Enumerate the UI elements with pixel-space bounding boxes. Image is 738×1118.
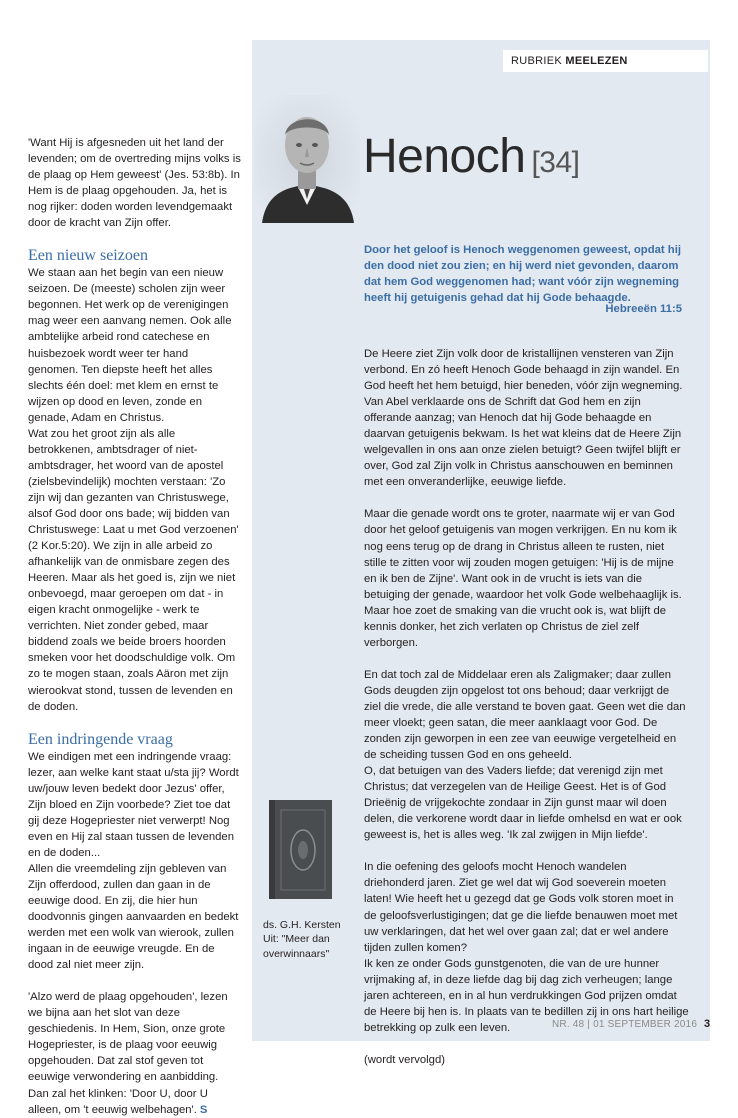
section-heading-new-season: Een nieuw seizoen bbox=[28, 247, 148, 265]
page-number: 3 bbox=[704, 1018, 711, 1030]
body-paragraph: Allen die vreemdeling zijn gebleven van Zijn offerdood, zullen dan gaan in de eeuwige dood. En zij, die hier hun doodvonnis gingen aanvaarden en bedekt werden met een wolk van wierook, zullen ingaan in de eeuwige vreugde. En de dood zal niet meer zijn. bbox=[28, 862, 239, 972]
portrait-photo bbox=[254, 95, 360, 223]
rubric-name: MEELEZEN bbox=[565, 55, 628, 67]
rubric-header bbox=[503, 50, 708, 72]
body-paragraph: Wat zou het groot zijn als alle betrokkenen, ambtsdrager of niet-ambtsdrager, het woord van de apostel (zielsbevindelijk) mochten verstaan: 'Zo zijn wij dan gezanten van Christuswege, alsof God door ons bade; wij bidden van Christuswege: Laat u met God verzoenen' (2 Kor.5:20). We zijn in alle arbeid zo afhankelijk van de onmisbare zegen des Heeren. Maar als het goed is, zijn we niet onbevoegd, maar geroepen om dat - in eigen kracht onmogelijke - werk te verrichten. Niet zonder gebed, maar biddend zoals we beide broers hoorden smeken voor het doodschuldige volk. Om zo te mogen staan, zoals Aäron met zijn wierookvat stond, tussen de levenden en de doden. bbox=[28, 427, 239, 713]
section-heading-question: Een indringende vraag bbox=[28, 730, 173, 748]
caption-author: ds. G.H. Kersten bbox=[263, 919, 341, 931]
body-paragraph: Maar die genade wordt ons te groter, naarmate wij er van God door het geloof getuigenis van mogen verkrijgen. En nu kom ik nog eens terug op de drang in Christus alleen te rusten, niet stille te zitten voor wij zouden mogen getuigen: 'Hij is de mijne en ik ben de Zijne'. Want ook in de vrucht is iets van die betuiging der genade, waardoor het volk Gode welbehaaglijk is. Maar hoe zoet de smaking van die vrucht ook is, wat blijft de kennis donker, het zich verlaten op Christus de ziel zelf verborgen. bbox=[364, 508, 682, 649]
closing-text: 'Alzo werd de plaag opgehouden', lezen we bijna aan het slot van deze geschiedenis. In Hem, Sion, onze grote Hogepriester, is de plaag voor eeuwig opgehouden. Dat zal stof geven tot eeuwige verwondering en aanbidding. Dan zal het klinken: 'Door U, door U alleen, om 't eeuwig welbehagen'. bbox=[28, 991, 228, 1116]
body-paragraph: Van Abel verklaarde ons de Schrift dat God hem en zijn offerande aanzag; van Henoch dat hij Gode behaagde en daarvan getuigenis bekwam. Is het wat kleins dat de Heere Zijn welgevallen in ons aan onze zielen betuigt? Geen twijfel blijft er over, God zal Zijn volk in Christus aanschouwen en beminnen met een onveranderlijke, eeuwige liefde. bbox=[364, 396, 682, 489]
continued-note: (wordt vervolgd) bbox=[364, 1053, 445, 1066]
book-cover bbox=[269, 800, 332, 899]
image-caption bbox=[263, 918, 353, 961]
closing-paragraph bbox=[28, 989, 241, 1117]
body-paragraph: We eindigen met een indringende vraag: lezer, aan welke kant staat u/sta jij? Wordt uw/jouw leven bedekt door Jezus' offer, Zijn bloed en Zijn voorbede? Ziet toe dat gij deze Hogepriester niet verwerpt! Nog even en Hij zal staan tussen de levenden en de doden... bbox=[28, 750, 239, 859]
scripture-reference: Hebreeën 11:5 bbox=[605, 303, 682, 315]
left-column-body bbox=[28, 135, 241, 1118]
body-paragraph: En dat toch zal de Middelaar eren als Zaligmaker; daar zullen Gods deugden zijn opgelost tot ons behoud; daar verkrijgt de ziel die vrede, die alle verstand te boven gaat. Geen wet die dan meer vloekt; geen satan, die meer aanklaagt voor God. De zonden zijn geworpen in een zee van eeuwige vergetelheid en de scheiding tussen God en ons geheeld. bbox=[364, 668, 686, 762]
article-title bbox=[363, 127, 580, 193]
body-paragraph: O, dat betuigen van des Vaders liefde; dat verenigd zijn met Christus; dat verzegelen van de Heilige Geest. Het is of God Drieënig de vrijgekochte zondaar in Zijn gunst maar wil doen delen, die verkorene wordt daar in liefde omhelsd en wat er ook geweest is, het is alles weg. 'Ik zal zwijgen in Mijn liefde'. bbox=[364, 765, 682, 842]
title-text: Henoch bbox=[363, 130, 526, 183]
rubric-label: RUBRIEK bbox=[511, 55, 562, 67]
intro-paragraph: 'Want Hij is afgesneden uit het land der levenden; om de overtreding mijns volks is de plaag op Hem geweest' (Jes. 53:8b). In Hem is de plaag opgehouden. Ja, het is nog rijker: doden worden levendgemaakt door de kracht van Zijn offer. bbox=[28, 137, 241, 230]
title-number: [34] bbox=[531, 146, 580, 179]
body-paragraph: We staan aan het begin van een nieuw seizoen. De (meeste) scholen zijn weer begonnen. Het werk op de verenigingen mag weer een aanvang nemen. Ook alle ambtelijke arbeid rond catechese en huisbezoek wordt weer ter hand genomen. Ten diepste heeft het alles slechts één doel: met klem en ernst te wijzen op dood en leven, zonde en genade, Adam en Christus. bbox=[28, 267, 232, 424]
body-paragraph: De Heere ziet Zijn volk door de kristallijnen vensteren van Zijn verbond. En zó heeft Henoch Gode behaagd in zijn wandel. En God heeft het hem betuigd, hier beneden, vóór zijn wegneming. bbox=[364, 348, 683, 393]
scripture-quote: Door het geloof is Henoch weggenomen geweest, opdat hij den dood niet zou zien; en hij werd niet gevonden, daarom dat hem God weggenomen had; want vóór zijn wegneming heeft hij getuigenis gehad dat hij Gode behaagde. bbox=[364, 244, 681, 305]
caption-source: Uit: "Meer dan overwinnaars" bbox=[263, 933, 330, 960]
body-paragraph: Ik ken ze onder Gods gunstgenoten, die van de ure hunner vrijmaking af, in deze liefde dag bij dag zich verheugen; lange jaren achtereen, en in al hun verdrukkingen God prijzen omdat de Heere bij hen is. In plaats van te bedillen zij in ons hart heilige betrekking op zulk een leven. bbox=[364, 957, 689, 1034]
issue-footer: NR. 48 | 01 SEPTEMBER 2016 bbox=[552, 1019, 698, 1030]
end-mark-icon: S bbox=[199, 1103, 208, 1116]
body-paragraph: In die oefening des geloofs mocht Henoch wandelen driehonderd jaren. Ziet ge wel dat wij God soeverein moeten laten! Wie heeft het u gezegd dat ge Gods volk storen moet in de geloofsverlustigingen; dat ge die liefde benauwen moet met uw verklaringen, dat het wel over gaan zal; dat er wel andere tijden zullen komen? bbox=[364, 861, 678, 954]
right-column-body bbox=[364, 346, 689, 1084]
